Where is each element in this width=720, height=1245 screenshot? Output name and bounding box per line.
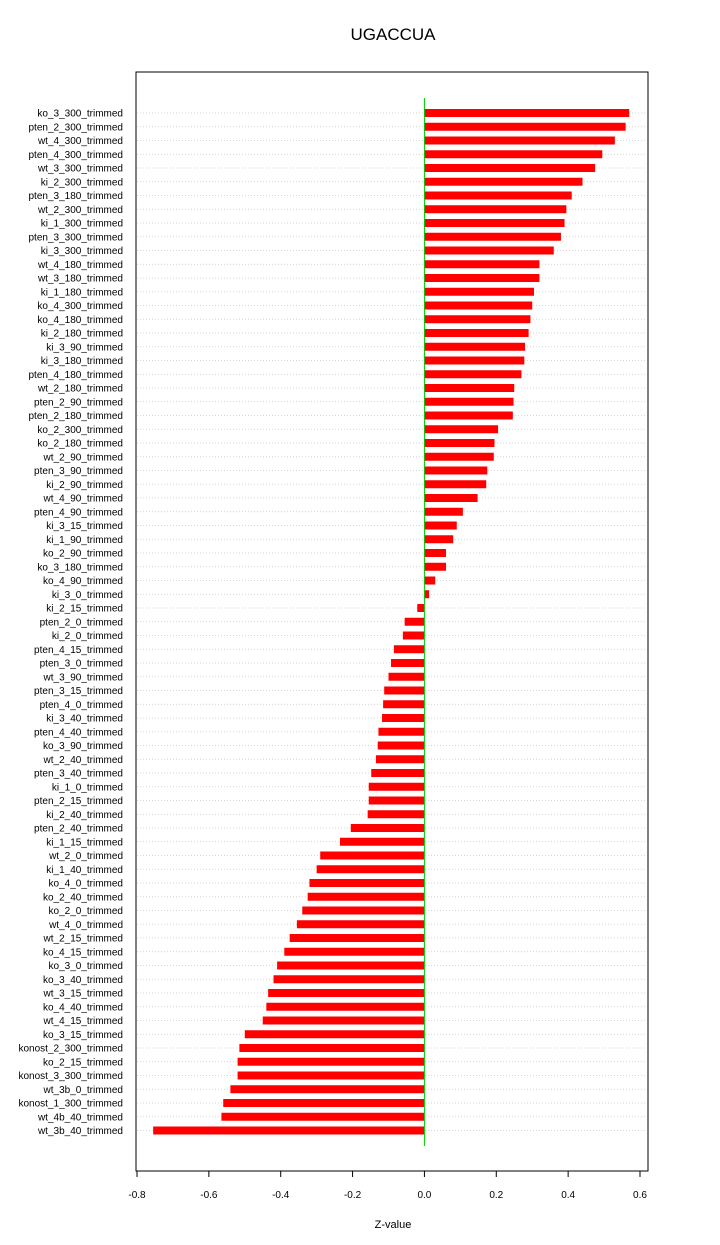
chart-title: UGACCUA	[350, 25, 436, 44]
bar-konost_3_300_trimmed	[238, 1072, 425, 1080]
bar-wt_3b_40_trimmed	[153, 1127, 424, 1135]
category-label: wt_2_90_trimmed	[43, 452, 123, 464]
bar-ko_3_15_trimmed	[245, 1030, 425, 1038]
category-label: wt_2_300_trimmed	[37, 204, 123, 216]
category-label: pten_2_180_trimmed	[28, 411, 123, 422]
bar-ko_4_0_trimmed	[309, 879, 424, 887]
x-tick-label: 0.4	[561, 1190, 576, 1201]
x-tick-label: -0.8	[128, 1190, 146, 1201]
x-tick-label: -0.4	[272, 1190, 290, 1201]
category-label: wt_3_15_trimmed	[43, 988, 123, 1000]
category-label: pten_3_15_trimmed	[34, 686, 123, 697]
category-label: wt_4_300_trimmed	[37, 136, 123, 147]
category-label: ko_2_90_trimmed	[42, 548, 123, 560]
bar-ko_4_40_trimmed	[266, 1003, 424, 1011]
bar-ko_4_15_trimmed	[284, 948, 424, 956]
category-label: ki_1_0_trimmed	[51, 782, 123, 794]
bar-wt_2_90_trimmed	[424, 453, 493, 461]
category-label: pten_4_15_trimmed	[34, 644, 123, 656]
category-label: ki_2_15_trimmed	[46, 603, 123, 615]
category-label: pten_2_40_trimmed	[34, 823, 123, 835]
bar-ko_2_40_trimmed	[308, 893, 425, 901]
bar-wt_2_300_trimmed	[424, 205, 566, 213]
category-label: ko_3_300_trimmed	[37, 108, 123, 120]
category-label: pten_4_180_trimmed	[28, 369, 123, 381]
bar-ko_3_300_trimmed	[424, 109, 629, 117]
bar-wt_4_15_trimmed	[263, 1017, 425, 1025]
x-axis	[128, 1171, 647, 1201]
category-label: pten_2_300_trimmed	[28, 122, 123, 134]
bar-ki_2_15_trimmed	[417, 604, 424, 612]
bar-wt_4_180_trimmed	[424, 260, 539, 268]
category-label: ko_2_40_trimmed	[42, 892, 123, 904]
bar-ko_4_90_trimmed	[424, 577, 435, 585]
category-label: wt_4_90_trimmed	[43, 493, 123, 505]
category-label: pten_4_90_trimmed	[34, 507, 123, 519]
bar-ko_2_180_trimmed	[424, 439, 494, 447]
category-label: pten_3_40_trimmed	[34, 768, 123, 780]
category-label: ko_2_300_trimmed	[37, 424, 123, 436]
bar-pten_3_180_trimmed	[424, 192, 571, 200]
bar-wt_4_90_trimmed	[424, 494, 477, 502]
bar-pten_3_90_trimmed	[424, 467, 487, 475]
bar-ki_2_300_trimmed	[424, 178, 582, 186]
category-label: ki_3_40_trimmed	[46, 713, 123, 725]
category-label: ki_3_180_trimmed	[40, 356, 123, 367]
category-label: ko_4_300_trimmed	[37, 301, 123, 312]
category-label: pten_4_300_trimmed	[28, 149, 123, 161]
bar-ki_3_0_trimmed	[424, 590, 429, 598]
bar-konost_2_300_trimmed	[239, 1044, 424, 1052]
bar-ki_1_180_trimmed	[424, 288, 534, 296]
category-label: pten_2_0_trimmed	[39, 617, 123, 629]
category-label: ki_2_0_trimmed	[51, 631, 123, 642]
bar-ki_3_300_trimmed	[424, 247, 553, 255]
bar-wt_3_180_trimmed	[424, 274, 539, 282]
bar-ki_3_180_trimmed	[424, 357, 524, 365]
bar-ko_3_0_trimmed	[277, 962, 424, 970]
bar-ki_2_180_trimmed	[424, 329, 528, 337]
bar-ki_3_90_trimmed	[424, 343, 525, 351]
category-label: wt_2_15_trimmed	[43, 933, 123, 945]
bar-ko_2_300_trimmed	[424, 425, 498, 433]
bar-pten_4_90_trimmed	[424, 508, 462, 516]
bar-pten_3_0_trimmed	[391, 659, 424, 667]
bar-pten_4_0_trimmed	[383, 700, 424, 708]
bar-pten_2_180_trimmed	[424, 412, 512, 420]
category-label: pten_3_180_trimmed	[28, 191, 123, 202]
bar-ko_4_180_trimmed	[424, 315, 530, 323]
category-label: ko_2_15_trimmed	[42, 1057, 123, 1069]
category-label: ko_4_15_trimmed	[42, 947, 123, 959]
bar-pten_3_300_trimmed	[424, 233, 561, 241]
category-label: ko_3_180_trimmed	[37, 562, 123, 574]
x-tick-label: -0.6	[200, 1190, 218, 1201]
category-label: pten_4_0_trimmed	[39, 699, 123, 711]
bar-pten_4_300_trimmed	[424, 150, 602, 158]
bar-ko_2_90_trimmed	[424, 549, 446, 557]
bar-pten_4_40_trimmed	[378, 728, 424, 736]
bar-pten_4_15_trimmed	[394, 645, 425, 653]
category-label: pten_2_90_trimmed	[34, 397, 123, 409]
category-labels	[18, 109, 123, 1138]
bar-pten_2_300_trimmed	[424, 123, 625, 131]
category-label: ki_1_90_trimmed	[46, 534, 123, 546]
bar-konost_1_300_trimmed	[223, 1099, 424, 1107]
category-label: wt_4b_40_trimmed	[37, 1112, 123, 1124]
x-tick-label: -0.2	[343, 1190, 362, 1201]
bar-pten_2_15_trimmed	[369, 797, 425, 805]
bar-ki_3_40_trimmed	[382, 714, 424, 722]
bar-ki_2_90_trimmed	[424, 480, 486, 488]
category-label: ki_2_40_trimmed	[46, 809, 123, 821]
category-label: ko_2_180_trimmed	[37, 438, 123, 450]
bar-ki_1_15_trimmed	[340, 838, 424, 846]
bar-wt_4_300_trimmed	[424, 137, 614, 145]
bar-ki_1_90_trimmed	[424, 535, 453, 543]
bar-ko_3_90_trimmed	[378, 742, 425, 750]
bar-ki_3_15_trimmed	[424, 522, 456, 530]
category-label: wt_3b_0_trimmed	[43, 1084, 123, 1096]
category-label: ko_4_90_trimmed	[42, 576, 123, 587]
x-tick-label: 0.0	[417, 1190, 432, 1201]
bar-pten_4_180_trimmed	[424, 370, 521, 378]
category-label: wt_3_90_trimmed	[43, 672, 123, 684]
bar-wt_2_15_trimmed	[290, 934, 425, 942]
category-label: konost_1_300_trimmed	[18, 1098, 123, 1110]
category-label: ko_4_180_trimmed	[37, 314, 123, 326]
category-label: ki_3_90_trimmed	[46, 342, 123, 354]
bar-ko_2_0_trimmed	[302, 907, 424, 915]
category-label: ki_3_0_trimmed	[51, 589, 123, 601]
category-label: ko_3_0_trimmed	[48, 961, 123, 972]
bar-wt_2_180_trimmed	[424, 384, 514, 392]
category-label: ki_2_180_trimmed	[40, 328, 123, 340]
category-label: wt_2_0_trimmed	[49, 851, 123, 862]
category-label: konost_2_300_trimmed	[18, 1043, 123, 1055]
category-label: ki_1_40_trimmed	[46, 864, 123, 876]
bar-pten_3_15_trimmed	[384, 687, 424, 695]
category-label: ki_1_300_trimmed	[40, 218, 123, 230]
bar-wt_3b_0_trimmed	[230, 1085, 424, 1093]
category-label: wt_4_15_trimmed	[43, 1016, 123, 1027]
category-label: wt_2_180_trimmed	[37, 383, 123, 395]
category-label: ki_3_15_trimmed	[46, 521, 123, 532]
bar-ko_3_40_trimmed	[274, 975, 425, 983]
x-tick-label: 0.2	[489, 1190, 504, 1201]
bar-pten_3_40_trimmed	[371, 769, 424, 777]
category-label: wt_3_300_trimmed	[37, 163, 123, 175]
category-label: wt_3b_40_trimmed	[37, 1126, 123, 1137]
category-label: ki_1_180_trimmed	[40, 287, 123, 299]
bar-wt_2_0_trimmed	[320, 852, 424, 860]
category-label: ko_4_40_trimmed	[42, 1002, 123, 1014]
bar-ko_2_15_trimmed	[238, 1058, 425, 1066]
x-axis-title: Z-value	[374, 1219, 412, 1231]
bar-ki_2_0_trimmed	[403, 632, 425, 640]
bar-wt_4_0_trimmed	[297, 920, 425, 928]
category-label: pten_3_300_trimmed	[28, 232, 123, 244]
category-label: ko_3_15_trimmed	[42, 1029, 123, 1041]
category-label: wt_3_180_trimmed	[37, 273, 123, 285]
bar-ko_3_180_trimmed	[424, 563, 446, 571]
x-tick-label: 0.6	[633, 1190, 647, 1201]
category-label: wt_2_40_trimmed	[43, 754, 123, 766]
category-label: pten_4_40_trimmed	[34, 727, 123, 739]
category-label: pten_2_15_trimmed	[34, 796, 123, 807]
bar-ki_1_0_trimmed	[369, 783, 425, 791]
category-label: ki_3_300_trimmed	[40, 246, 123, 257]
bar-ko_4_300_trimmed	[424, 302, 532, 310]
bar-wt_4b_40_trimmed	[221, 1113, 424, 1121]
category-label: wt_4_0_trimmed	[49, 919, 123, 931]
bar-wt_3_15_trimmed	[268, 989, 424, 997]
bar-ki_1_300_trimmed	[424, 219, 564, 227]
category-label: pten_3_0_trimmed	[39, 658, 123, 670]
category-label: ko_3_40_trimmed	[42, 974, 123, 986]
bar-ki_1_40_trimmed	[317, 865, 425, 873]
bar-ki_2_40_trimmed	[368, 810, 425, 818]
category-label: ko_2_0_trimmed	[48, 906, 123, 917]
bar-pten_2_40_trimmed	[351, 824, 425, 832]
category-label: ki_2_300_trimmed	[40, 177, 123, 189]
category-label: pten_3_90_trimmed	[34, 466, 123, 477]
category-label: ko_3_90_trimmed	[42, 741, 123, 752]
bar-pten_2_90_trimmed	[424, 398, 513, 406]
bar-pten_2_0_trimmed	[405, 618, 425, 626]
bar-wt_3_300_trimmed	[424, 164, 595, 172]
bar-wt_3_90_trimmed	[389, 673, 425, 681]
category-label: ko_4_0_trimmed	[48, 878, 123, 890]
category-label: ki_2_90_trimmed	[46, 479, 123, 491]
category-label: wt_4_180_trimmed	[37, 259, 123, 271]
category-label: ki_1_15_trimmed	[46, 837, 123, 849]
category-label: konost_3_300_trimmed	[18, 1071, 123, 1082]
bar-wt_2_40_trimmed	[376, 755, 425, 763]
